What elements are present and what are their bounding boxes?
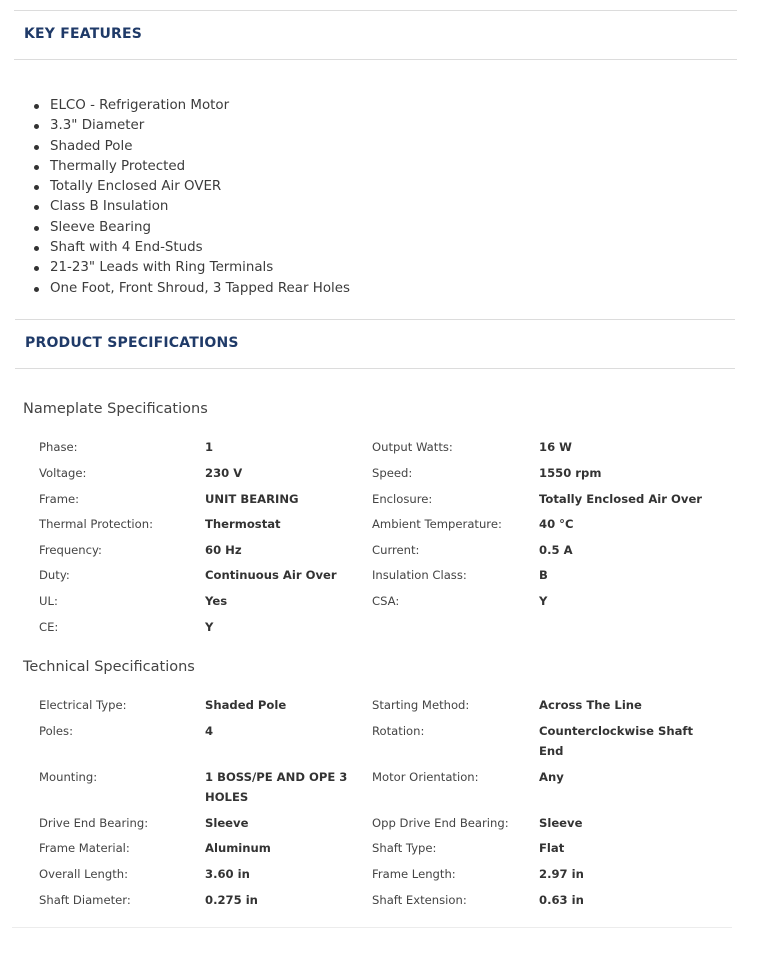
spec-value-mounting: 1 BOSS/PE AND OPE 3 HOLES [205, 770, 348, 804]
spec-value-voltage: 230 V [205, 466, 243, 480]
spec-label-shaft-diameter: Shaft Diameter: [39, 893, 131, 907]
product-specifications-heading: PRODUCT SPECIFICATIONS [25, 335, 239, 351]
spec-label-motor-orientation: Motor Orientation: [372, 770, 479, 784]
spec-label-drive-end-bearing: Drive End Bearing: [39, 816, 149, 830]
feature-item: Sleeve Bearing [34, 218, 350, 238]
spec-label-poles: Poles: [39, 724, 73, 738]
spec-label-rotation: Rotation: [372, 724, 425, 738]
bottom-divider [12, 927, 732, 928]
spec-value-opp-drive-end-bearing: Sleeve [539, 816, 583, 830]
spec-label-phase: Phase: [39, 440, 78, 454]
spec-value-ambient-temperature: 40 °C [539, 517, 574, 531]
feature-item: 3.3" Diameter [34, 116, 350, 136]
spec-value-output-watts: 16 W [539, 440, 572, 454]
spec-label-starting-method: Starting Method: [372, 698, 470, 712]
bullet-icon [34, 266, 39, 271]
spec-value-rotation: Counterclockwise Shaft End [539, 724, 693, 758]
spec-label-shaft-extension: Shaft Extension: [372, 893, 467, 907]
spec-value-shaft-extension: 0.63 in [539, 893, 584, 907]
specs-top-divider [15, 319, 735, 320]
technical-specifications-heading: Technical Specifications [23, 659, 195, 675]
spec-value-insulation-class: B [539, 568, 548, 582]
feature-item: Thermally Protected [34, 157, 350, 177]
spec-label-output-watts: Output Watts: [372, 440, 453, 454]
spec-value-enclosure: Totally Enclosed Air Over [539, 492, 703, 506]
spec-value-ul: Yes [205, 594, 228, 608]
spec-value-frequency: 60 Hz [205, 543, 242, 557]
spec-label-ce: CE: [39, 620, 59, 634]
spec-label-shaft-type: Shaft Type: [372, 841, 437, 855]
spec-label-voltage: Voltage: [39, 466, 87, 480]
spec-label-electrical-type: Electrical Type: [39, 698, 127, 712]
spec-label-current: Current: [372, 543, 420, 557]
spec-value-current: 0.5 A [539, 543, 573, 557]
spec-label-speed: Speed: [372, 466, 413, 480]
nameplate-specifications-heading: Nameplate Specifications [23, 401, 208, 417]
specs-divider [15, 368, 735, 369]
spec-value-overall-length: 3.60 in [205, 867, 250, 881]
feature-item: ELCO - Refrigeration Motor [34, 96, 350, 116]
feature-item: Shaded Pole [34, 137, 350, 157]
spec-value-shaft-type: Flat [539, 841, 565, 855]
spec-label-csa: CSA: [372, 594, 400, 608]
feature-item: 21-23" Leads with Ring Terminals [34, 258, 350, 278]
spec-value-csa: Y [539, 594, 548, 608]
feature-item: Class B Insulation [34, 197, 350, 217]
spec-label-thermal-protection: Thermal Protection: [39, 517, 153, 531]
top-divider [14, 10, 737, 11]
spec-label-ambient-temperature: Ambient Temperature: [372, 517, 502, 531]
spec-value-frame: UNIT BEARING [205, 492, 299, 506]
spec-value-phase: 1 [205, 440, 214, 454]
bullet-icon [34, 165, 39, 170]
spec-value-drive-end-bearing: Sleeve [205, 816, 249, 830]
spec-value-motor-orientation: Any [539, 770, 564, 784]
spec-value-thermal-protection: Thermostat [205, 517, 281, 531]
spec-value-frame-material: Aluminum [205, 841, 271, 855]
bullet-icon [34, 145, 39, 150]
spec-value-poles: 4 [205, 724, 214, 738]
spec-label-overall-length: Overall Length: [39, 867, 129, 881]
spec-value-shaft-diameter: 0.275 in [205, 893, 258, 907]
spec-value-electrical-type: Shaded Pole [205, 698, 287, 712]
spec-label-insulation-class: Insulation Class: [372, 568, 467, 582]
bullet-icon [34, 104, 39, 109]
spec-label-frame-material: Frame Material: [39, 841, 130, 855]
feature-item: Totally Enclosed Air OVER [34, 177, 350, 197]
key-features-heading: KEY FEATURES [24, 26, 143, 42]
bullet-icon [34, 226, 39, 231]
spec-label-frame-length: Frame Length: [372, 867, 456, 881]
spec-label-duty: Duty: [39, 568, 70, 582]
feature-item: One Foot, Front Shroud, 3 Tapped Rear Holes [34, 279, 350, 299]
spec-value-starting-method: Across The Line [539, 698, 642, 712]
bullet-icon [34, 246, 39, 251]
spec-label-frequency: Frequency: [39, 543, 102, 557]
spec-label-ul: UL: [39, 594, 58, 608]
bullet-icon [34, 287, 39, 292]
feature-item: Shaft with 4 End-Studs [34, 238, 350, 258]
bullet-icon [34, 124, 39, 129]
spec-label-frame: Frame: [39, 492, 80, 506]
spec-label-mounting: Mounting: [39, 770, 98, 784]
spec-value-frame-length: 2.97 in [539, 867, 584, 881]
key-features-list [34, 96, 350, 299]
bullet-icon [34, 185, 39, 190]
key-features-divider [14, 59, 737, 60]
spec-label-enclosure: Enclosure: [372, 492, 433, 506]
spec-label-opp-drive-end-bearing: Opp Drive End Bearing: [372, 816, 509, 830]
spec-value-ce: Y [205, 620, 214, 634]
spec-value-duty: Continuous Air Over [205, 568, 337, 582]
bullet-icon [34, 205, 39, 210]
spec-value-speed: 1550 rpm [539, 466, 602, 480]
